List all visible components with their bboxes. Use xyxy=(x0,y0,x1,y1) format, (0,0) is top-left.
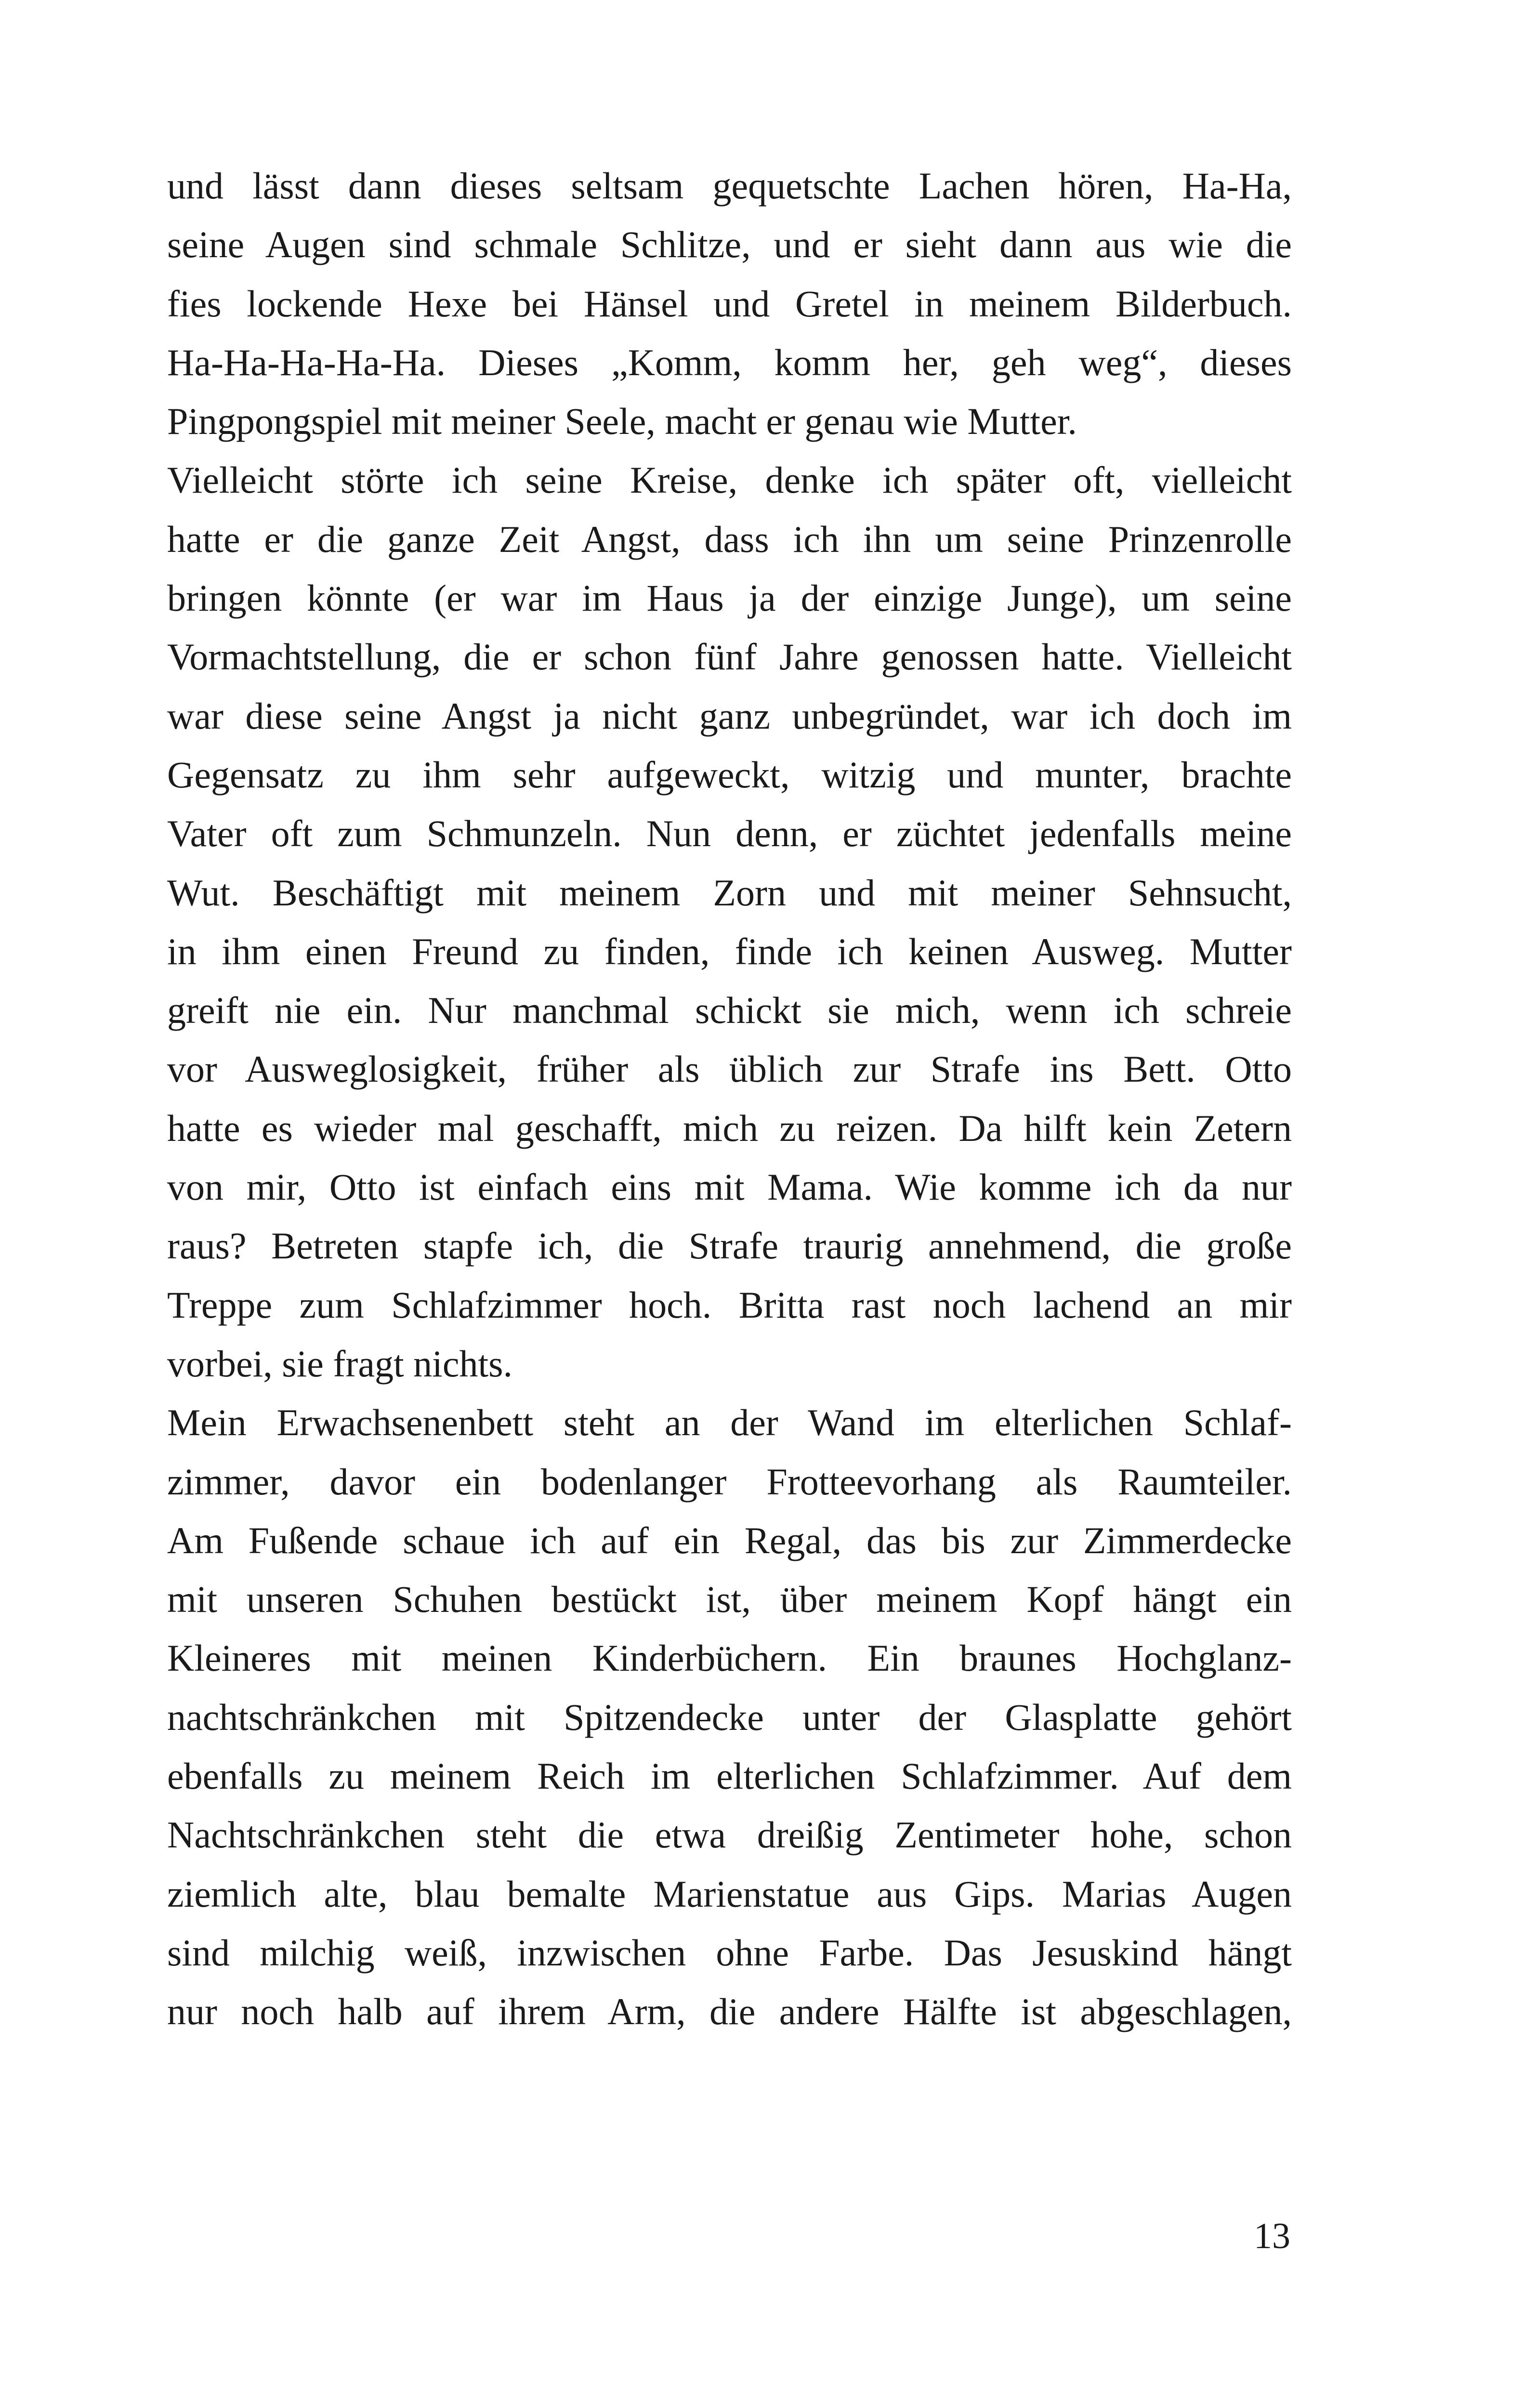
text-line: ebenfalls zu meinem Reich im elterlichen Schlafzimmer. Auf dem xyxy=(167,1755,1292,1797)
page-number: 13 xyxy=(1254,2216,1290,2256)
text-line: hatte es wieder mal geschafft, mich zu reizen. Da hilft kein Zetern xyxy=(167,1107,1292,1149)
text-line: Kleineres mit meinen Kinderbüchern. Ein braunes Hochglanz- xyxy=(167,1637,1292,1679)
text-line: Wut. Beschäftigt mit meinem Zorn und mit meiner Sehnsucht, xyxy=(167,871,1292,914)
text-line: fies lockende Hexe bei Hänsel und Gretel in meinem Bilderbuch. xyxy=(167,282,1292,325)
text-line: sind milchig weiß, inzwischen ohne Farbe. Das Jesuskind hängt xyxy=(167,1931,1292,1974)
text-line: vorbei, sie fragt nichts. xyxy=(167,1342,512,1385)
text-line: greift nie ein. Nur manchmal schickt sie mich, wenn ich schreie xyxy=(167,989,1292,1032)
text-line: Gegensatz zu ihm sehr aufgeweckt, witzig und munter, brachte xyxy=(167,753,1292,796)
text-line: Pingpongspiel mit meiner Seele, macht er genau wie Mutter. xyxy=(167,400,1077,443)
text-line: Nachtschränkchen steht die etwa dreißig Zentimeter hohe, schon xyxy=(167,1814,1292,1856)
text-line: nachtschränkchen mit Spitzendecke unter der Glasplatte gehört xyxy=(167,1696,1292,1738)
text-line: von mir, Otto ist einfach eins mit Mama. Wie komme ich da nur xyxy=(167,1166,1292,1208)
text-line: mit unseren Schuhen bestückt ist, über meinem Kopf hängt ein xyxy=(167,1578,1292,1621)
text-line: ziemlich alte, blau bemalte Marienstatue aus Gips. Marias Augen xyxy=(167,1872,1292,1915)
text-line: und lässt dann dieses seltsam gequetschte Lachen hören, Ha-Ha, xyxy=(167,165,1292,207)
text-line: in ihm einen Freund zu finden, finde ich keinen Ausweg. Mutter xyxy=(167,930,1292,972)
text-line: Vielleicht störte ich seine Kreise, denke ich später oft, vielleicht xyxy=(167,459,1292,501)
text-line: Treppe zum Schlafzimmer hoch. Britta rast noch lachend an mir xyxy=(167,1283,1292,1326)
body-text xyxy=(167,157,1292,2042)
text-line: Vormachtstellung, die er schon fünf Jahre genossen hatte. Vielleicht xyxy=(167,636,1292,678)
text-line: seine Augen sind schmale Schlitze, und er sieht dann aus wie die xyxy=(167,223,1292,266)
text-line: war diese seine Angst ja nicht ganz unbegründet, war ich doch im xyxy=(167,694,1292,737)
text-line: nur noch halb auf ihrem Arm, die andere Hälfte ist abgeschlagen, xyxy=(167,1990,1292,2033)
text-line: Am Fußende schaue ich auf ein Regal, das bis zur Zimmerdecke xyxy=(167,1519,1292,1561)
text-line: Mein Erwachsenenbett steht an der Wand im elterlichen Schlaf- xyxy=(167,1401,1292,1444)
text-line: Vater oft zum Schmunzeln. Nun denn, er züchtet jedenfalls meine xyxy=(167,812,1292,855)
text-line: bringen könnte (er war im Haus ja der einzige Junge), um seine xyxy=(167,577,1292,619)
text-line: raus? Betreten stapfe ich, die Strafe traurig annehmend, die große xyxy=(167,1225,1292,1267)
text-line: zimmer, davor ein bodenlanger Frotteevorhang als Raumteiler. xyxy=(167,1460,1292,1503)
text-line: Ha-Ha-Ha-Ha-Ha. Dieses „Komm, komm her, geh weg“, dieses xyxy=(167,341,1292,383)
text-line: hatte er die ganze Zeit Angst, dass ich ihn um seine Prinzenrolle xyxy=(167,518,1292,560)
text-line: vor Ausweglosigkeit, früher als üblich zur Strafe ins Bett. Otto xyxy=(167,1048,1292,1090)
